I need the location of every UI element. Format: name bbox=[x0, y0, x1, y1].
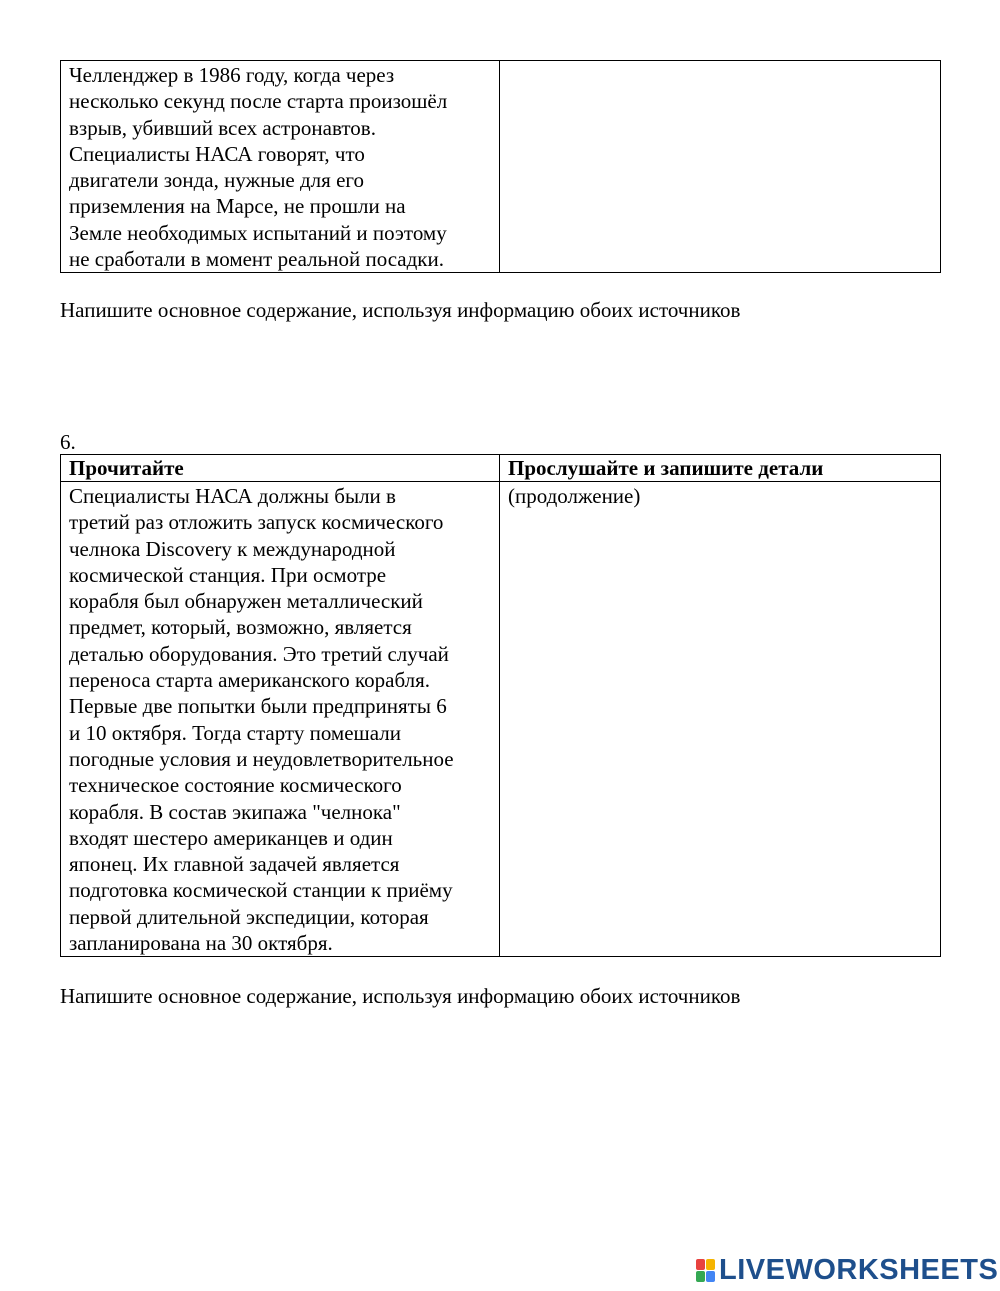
text-line: Челленджер в 1986 году, когда через bbox=[69, 63, 395, 87]
text-line: японец. Их главной задачей является bbox=[69, 852, 400, 877]
text-line: несколько секунд после старта произошёл bbox=[69, 89, 448, 114]
logo-text: LIVEWORKSHEETS bbox=[719, 1253, 999, 1286]
text-line: Первые две попытки были предприняты 6 bbox=[69, 694, 447, 719]
text-line: первой длительной экспедиции, которая bbox=[69, 904, 429, 929]
text-line: космической станция. При осмотре bbox=[69, 562, 387, 587]
logo-square-e bbox=[706, 1271, 715, 1282]
text-line: подготовка космической станции к приёму bbox=[69, 878, 453, 903]
table-top-left-cell bbox=[61, 61, 500, 273]
header-read bbox=[61, 455, 500, 482]
text-line: третий раз отложить запуск космического bbox=[69, 510, 444, 535]
text-line: челнока Discovery к международной bbox=[69, 536, 396, 561]
text-line: взрыв, убивший всех астронавтов. bbox=[69, 115, 376, 140]
text-line: переноса старта американского корабля. bbox=[69, 668, 431, 693]
logo-square-i bbox=[706, 1259, 715, 1270]
text-line: не сработали в момент реальной посадки. bbox=[69, 247, 444, 272]
text-line: Специалисты НАСА должны были в bbox=[69, 484, 396, 508]
text-line: Специалисты НАСА говорят, что bbox=[69, 141, 365, 166]
instruction-text-2: Напишите основное содержание, используя информацию обоих источников bbox=[60, 984, 741, 1008]
text-line: корабля. В состав экипажа "челнока" bbox=[69, 799, 401, 824]
text-line: и 10 октября. Тогда старту помешали bbox=[69, 720, 401, 745]
listening-notes-text[interactable]: (продолжение) bbox=[508, 484, 641, 508]
instruction-text: Напишите основное содержание, используя информацию обоих источников bbox=[60, 298, 741, 322]
text-line: корабля был обнаружен металлический bbox=[69, 589, 423, 614]
logo-icon bbox=[696, 1259, 715, 1282]
text-line: техническое состояние космического bbox=[69, 773, 402, 798]
text-line: запланирована на 30 октября. bbox=[69, 931, 333, 956]
table-top bbox=[60, 60, 941, 273]
answer-area[interactable] bbox=[500, 61, 940, 62]
liveworksheets-logo bbox=[696, 1254, 998, 1286]
reading-text-cell bbox=[61, 482, 500, 957]
text-line: двигатели зонда, нужные для его bbox=[69, 168, 364, 193]
logo-square-l bbox=[696, 1259, 705, 1270]
header-listen-label: Прослушайте и запишите детали bbox=[508, 456, 824, 480]
text-line: предмет, который, возможно, является bbox=[69, 615, 412, 640]
table-section-6 bbox=[60, 454, 941, 957]
listening-notes-cell[interactable] bbox=[500, 482, 941, 957]
section-number: 6. bbox=[60, 430, 76, 454]
text-line: приземления на Марсе, не прошли на bbox=[69, 194, 406, 219]
text-line: Земле необходимых испытаний и поэтому bbox=[69, 220, 447, 245]
text-line: входят шестеро американцев и один bbox=[69, 825, 393, 850]
table-top-right-cell[interactable] bbox=[500, 61, 941, 273]
text-line: погодные условия и неудовлетворительное bbox=[69, 746, 454, 771]
logo-square-v bbox=[696, 1271, 705, 1282]
header-read-label: Прочитайте bbox=[69, 456, 184, 480]
text-line: деталью оборудования. Это третий случай bbox=[69, 641, 449, 666]
header-listen bbox=[500, 455, 941, 482]
